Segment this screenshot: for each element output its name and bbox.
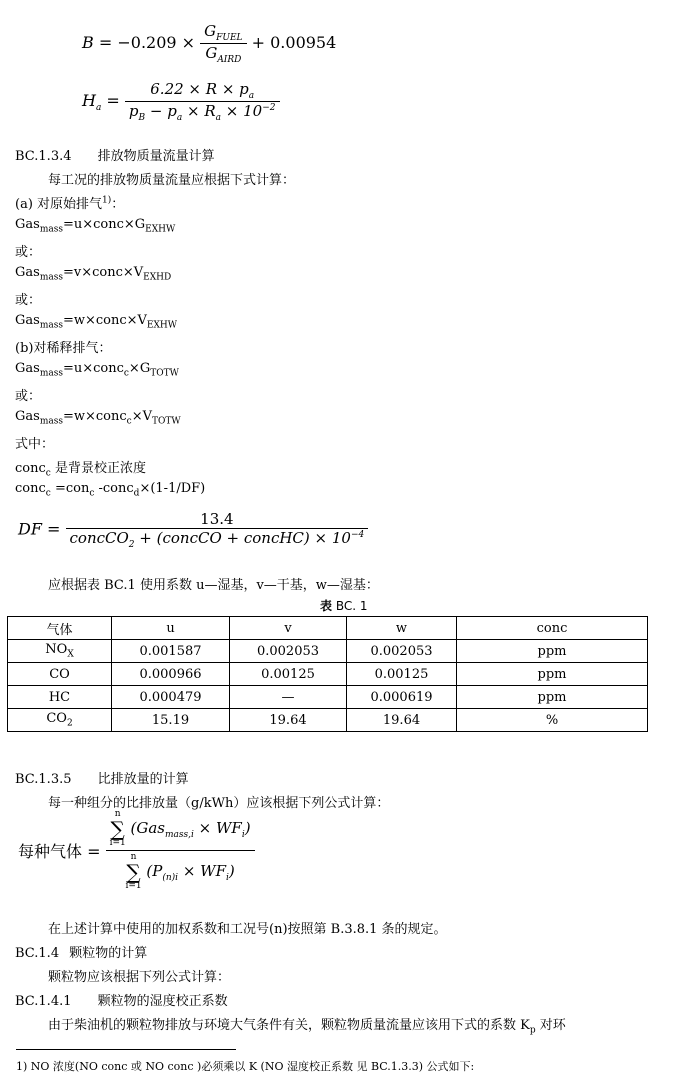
formula-b-lhs: B xyxy=(82,33,94,52)
humidity-paragraph xyxy=(48,1014,566,1036)
humid-sub: p xyxy=(529,1025,536,1036)
spec-den-a: (P xyxy=(146,862,163,880)
sum-upper: n xyxy=(130,852,137,862)
spec-den-sub2: i xyxy=(175,873,179,883)
eq-gas: Gas xyxy=(15,409,40,424)
cell-w: 19.64 xyxy=(347,709,457,732)
spec-num-d: ) xyxy=(244,819,251,837)
eq-sub: mass xyxy=(39,368,63,379)
table-row xyxy=(8,663,648,686)
table-header-row xyxy=(8,617,648,640)
concc-eq-a: conc xyxy=(15,481,46,496)
cell-u: 15.19 xyxy=(112,709,230,732)
eq-gas: Gas xyxy=(15,313,40,328)
pm-paragraph: 颗粒物应该根据下列公式计算： xyxy=(48,970,231,985)
spec-num-a: (Gas xyxy=(130,819,166,837)
formula-df xyxy=(18,510,368,550)
eq-body: =w×conc xyxy=(62,409,127,424)
formula-b-den-sub: AIRD xyxy=(217,55,242,65)
formula-ha-den-tail: × 10 xyxy=(221,102,263,120)
formula-ha-num-sub2: a xyxy=(248,91,255,101)
where-label: 式中： xyxy=(15,437,55,452)
eq-sub-flow: TOTW xyxy=(150,368,179,379)
formula-b-fraction xyxy=(200,22,246,65)
formula-ha-num-mid: × p xyxy=(217,80,249,98)
section-heading-bc1-4-1 xyxy=(15,990,228,1009)
raw-exhaust-text: (a) 对原始排气 xyxy=(15,197,103,212)
header-gas: 气体 xyxy=(8,617,112,640)
df-fraction xyxy=(66,510,369,550)
eq-sub-c: c xyxy=(126,416,132,427)
gas-name: NO xyxy=(45,642,68,658)
eq-body: =u×conc×G xyxy=(62,217,146,232)
equation-dilute-u xyxy=(15,361,179,379)
sum-sign: ∑ xyxy=(110,817,125,841)
sum-upper: n xyxy=(114,809,121,819)
eq-sub-c: c xyxy=(123,368,129,379)
gas-name: CO xyxy=(49,666,70,682)
table-row xyxy=(8,686,648,709)
cell-v: 0.00125 xyxy=(230,663,347,686)
cell-gas xyxy=(8,686,112,709)
section-title: 颗粒物的计算 xyxy=(69,946,148,961)
cell-gas xyxy=(8,640,112,663)
cell-v: 19.64 xyxy=(230,709,347,732)
cell-conc: ppm xyxy=(457,640,648,663)
eq-sub: mass xyxy=(39,320,63,331)
or-text: 或： xyxy=(15,245,42,260)
sum-sign: ∑ xyxy=(126,860,141,884)
specific-emission-paragraph: 每一种组分的比排放量（g/kWh）应该根据下列公式计算： xyxy=(48,796,390,811)
concc-desc: 是背景校正浓度 xyxy=(50,461,146,476)
table-caption-number: BC. 1 xyxy=(332,599,368,613)
section-heading-bc1-4 xyxy=(15,942,147,961)
concc-eq-c: =con xyxy=(50,481,90,496)
formula-ha-den-sub1: B xyxy=(138,113,146,123)
formula-b-eq: = −0.209 × xyxy=(98,33,196,52)
spec-den-sub: (n) xyxy=(162,873,176,883)
sum-lower: i=1 xyxy=(109,838,126,848)
df-lhs: DF = xyxy=(18,519,61,539)
cell-w: 0.00125 xyxy=(347,663,457,686)
section-heading-bc1-3-4 xyxy=(15,145,215,164)
formula-ha-den: p xyxy=(128,102,139,120)
gas-sub: 2 xyxy=(66,718,73,729)
weighting-paragraph: 在上述计算中使用的加权系数和工况号(n)按照第 B.3.8.1 条的规定。 xyxy=(48,922,447,937)
gas-sub: X xyxy=(67,649,74,660)
formula-ha-den-mid1: − p xyxy=(145,102,177,120)
cell-u: 0.000966 xyxy=(112,663,230,686)
concc-eq-e: -conc xyxy=(94,481,134,496)
spec-fraction xyxy=(106,810,255,891)
cell-gas xyxy=(8,709,112,732)
spec-den-b: × WF xyxy=(178,862,226,880)
dilute-exhaust-label: (b)对稀释排气： xyxy=(15,341,112,356)
eq-sub: mass xyxy=(39,272,63,283)
spec-num-sub: mass,i xyxy=(165,830,194,840)
cell-conc: ppm xyxy=(457,686,648,709)
table-caption-label: 表 xyxy=(320,599,333,613)
eq-sub: mass xyxy=(39,224,63,235)
concc-definition xyxy=(15,457,146,479)
concc-eq-sub1: c xyxy=(45,488,51,499)
concc-sub: c xyxy=(45,468,51,479)
raw-exhaust-colon: ： xyxy=(111,197,125,212)
table-row xyxy=(8,709,648,732)
eq-sub-flow: EXHW xyxy=(145,224,176,235)
formula-b-tail: + 0.00954 xyxy=(251,33,337,52)
cell-v: — xyxy=(230,686,347,709)
formula-ha-num: 6.22 × R xyxy=(150,80,218,98)
spec-den-d: ) xyxy=(228,862,235,880)
eq-body: =w×conc×V xyxy=(62,313,147,328)
section-title: 颗粒物的湿度校正系数 xyxy=(97,994,228,1009)
section-number: BC.1.4.1 xyxy=(15,994,72,1009)
or-text: 或： xyxy=(15,389,42,404)
humid-text: 由于柴油机的颗粒物排放与环境大气条件有关，颗粒物质量流量应该用下式的系数 K xyxy=(48,1018,530,1033)
equation-wet-u xyxy=(15,217,175,235)
table-caption xyxy=(320,597,368,614)
header-w: w xyxy=(347,617,457,640)
eq-gas: Gas xyxy=(15,361,40,376)
formula-ha-den-sup: −2 xyxy=(262,103,276,113)
formula-b-num: G xyxy=(204,22,217,40)
formula-ha-fraction xyxy=(125,80,280,123)
equation-wet-w xyxy=(15,313,177,331)
df-num: 13.4 xyxy=(200,510,234,528)
table-row xyxy=(8,640,648,663)
section-title: 比排放量的计算 xyxy=(97,772,189,787)
header-conc: conc xyxy=(457,617,648,640)
cell-gas xyxy=(8,663,112,686)
section-number: BC.1.3.5 xyxy=(15,772,72,787)
cell-conc: % xyxy=(457,709,648,732)
eq-body: =v×conc×V xyxy=(62,265,144,280)
section-number: BC.1.4 xyxy=(15,946,60,961)
formula-ha xyxy=(82,80,280,123)
header-v: v xyxy=(230,617,347,640)
eq-gas: Gas xyxy=(15,217,40,232)
equation-dry-v xyxy=(15,265,171,283)
eq-sub-flow: EXHD xyxy=(143,272,172,283)
df-den-rest: + (concCO + concHC) × 10 xyxy=(134,529,351,547)
cell-u: 0.000479 xyxy=(112,686,230,709)
formula-ha-lhs-sub: a xyxy=(95,103,102,114)
formula-b-den: G xyxy=(205,44,218,62)
cell-w: 0.002053 xyxy=(347,640,457,663)
table-intro-paragraph: 应根据表 BC.1 使用系数 u—湿基，v—干基，w—湿基： xyxy=(48,578,379,593)
footnote-ref: 1) xyxy=(102,195,112,206)
footnote-divider xyxy=(16,1049,236,1050)
gas-name: HC xyxy=(48,689,71,705)
concc-eq-sub3: d xyxy=(133,488,140,499)
concc-eq-sub2: c xyxy=(89,488,95,499)
spec-num-c: i xyxy=(241,830,245,840)
raw-exhaust-label xyxy=(15,193,124,212)
coefficient-table xyxy=(7,616,648,732)
concc-text: conc xyxy=(15,461,46,476)
section-title: 排放物质量流量计算 xyxy=(97,149,215,164)
cell-u: 0.001587 xyxy=(112,640,230,663)
formula-specific-emission xyxy=(18,810,255,891)
concc-equation xyxy=(15,481,205,499)
cell-w: 0.000619 xyxy=(347,686,457,709)
formula-ha-den-sub3: a xyxy=(215,113,222,123)
eq-sub-flow: EXHW xyxy=(146,320,177,331)
header-u: u xyxy=(112,617,230,640)
eq-sub: mass xyxy=(39,416,63,427)
formula-b-num-sub: FUEL xyxy=(216,33,243,43)
cell-conc: ppm xyxy=(457,663,648,686)
humid-tail: 对环 xyxy=(535,1018,566,1033)
or-text: 或： xyxy=(15,293,42,308)
df-den-sub: 2 xyxy=(128,540,135,550)
formula-ha-eq: = xyxy=(106,91,120,110)
spec-num-b: × WF xyxy=(193,819,242,837)
section-heading-bc1-3-5 xyxy=(15,768,189,787)
formula-ha-den-mid2: × R xyxy=(182,102,216,120)
section-number: BC.1.3.4 xyxy=(15,149,72,164)
eq-body2: ×G xyxy=(128,361,151,376)
gas-name: CO xyxy=(46,711,67,727)
cell-v: 0.002053 xyxy=(230,640,347,663)
sum-lower: i=1 xyxy=(125,881,142,891)
df-den: concCO xyxy=(69,529,129,547)
concc-eq-g: ×(1-1/DF) xyxy=(139,481,206,496)
equation-dilute-w xyxy=(15,409,181,427)
intro-paragraph: 每工况的排放物质量流量应根据下式计算： xyxy=(48,173,296,188)
spec-lhs: 每种气体 = xyxy=(18,842,101,861)
spec-den-c: i xyxy=(225,873,229,883)
eq-body2: ×V xyxy=(131,409,152,424)
df-den-sup: −4 xyxy=(350,530,365,540)
eq-gas: Gas xyxy=(15,265,40,280)
formula-b xyxy=(82,22,336,65)
formula-ha-den-sub2: a xyxy=(176,113,183,123)
formula-ha-lhs: H xyxy=(82,91,96,110)
eq-sub-flow: TOTW xyxy=(151,416,181,427)
footnote: 1) NO 浓度(NO conc 或 NO conc )必须乘以 K (NO 湿度校正系数 见 BC.1.3.3) 公式如下: xyxy=(16,1060,475,1073)
eq-body: =u×conc xyxy=(62,361,124,376)
